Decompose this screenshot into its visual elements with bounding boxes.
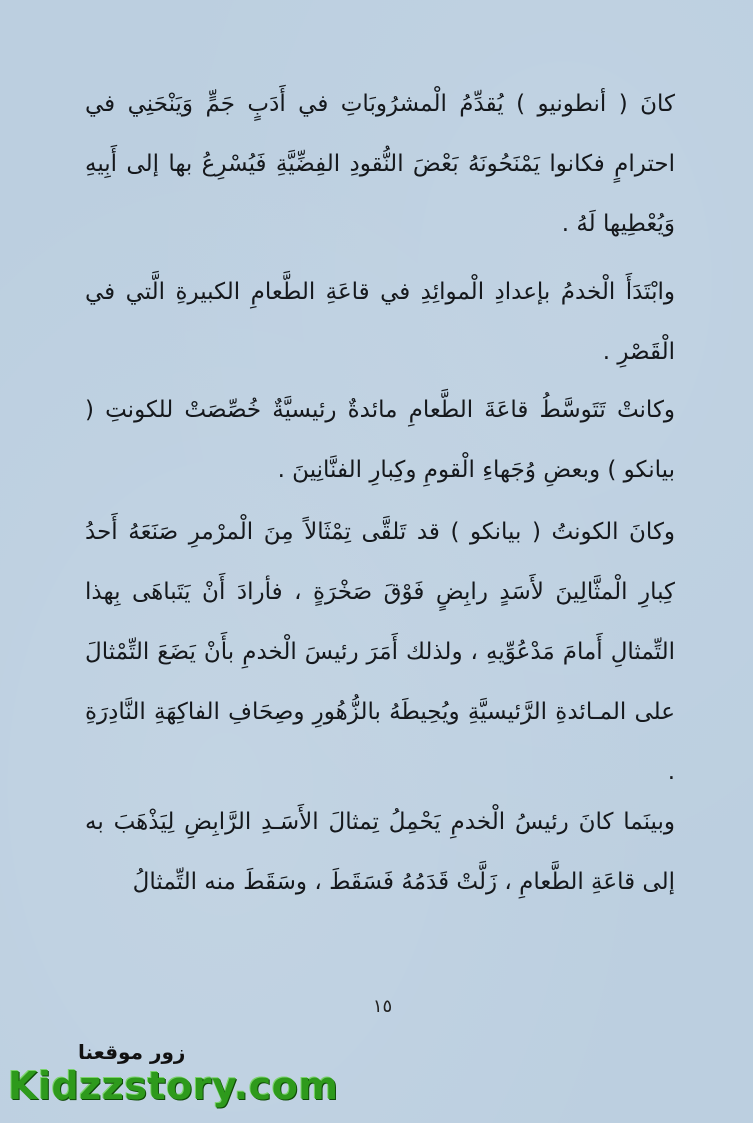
story-paragraph-5: وبينَما كانَ رئيسُ الْخدمِ يَحْمِلُ تِمثالَ الأَسَـدِ الرَّابِضِ لِيَذْهَبَ به إلى قاعَةِ الطَّعامِ ، زَلَّتْ قَدَمُهُ فَسَقَطَ ، وسَقَطَ منه التِّمثالُ xyxy=(85,809,675,895)
story-paragraph-3: وكانتْ تَتَوسَّطُ قاعَةَ الطَّعامِ مائدةٌ رئيسيَّةٌ خُصِّصَتْ للكونتِ ( بيانكو ) وبعضِ وُجَهاءِ الْقومِ وكِبارِ الفنَّانِينَ . xyxy=(85,397,675,483)
story-paragraph-4: وكانَ الكونتُ ( بيانكو ) قد تَلقَّى تِمْثَالاً مِنَ الْمرْمرِ صَنَعَهُ أَحدُ كِبارِ الْمثَّالِينَ لأَسَدٍ رابِضٍ فَوْقَ صَخْرَةٍ ، فأرادَ أَنْ يَتَباهَى بِهذا التِّمثالِ أَمامَ مَدْعُوِّيهِ ، ولذلك أَمَرَ رئيسَ الْخدمِ بأَنْ يَضَعَ التِّمْثالَ على المـائدةِ الرَّئيسيَّةِ ويُحِيطَهُ بالزُّهُورِ وصِحَافِ الفاكِهَةِ النَّادِرَةِ . xyxy=(85,519,675,785)
site-logo-watermark: Kidzzstory.com xyxy=(8,1064,339,1108)
story-paragraph-2: وابْتَدَأَ الْخدمُ بإعدادِ الْموائِدِ في قاعَةِ الطَّعامِ الكبيرةِ الَّتي في الْقَصْرِ . xyxy=(85,279,675,365)
story-paragraph-1: كانَ ( أنطونيو ) يُقدِّمُ الْمشرُوبَاتِ في أَدَبٍ جَمٍّ وَيَنْحَنِي في احترامٍ فكانوا يَمْنَحُونَهُ بَعْضَ النُّقودِ الفِضِّيَّةِ فَيُسْرِعُ بها إلى أَبِيهِ وَيُعْطِيها لَهُ . xyxy=(85,91,675,237)
page-number: ١٥ xyxy=(372,996,393,1017)
visit-site-label: زور موقعنا xyxy=(78,1040,186,1064)
